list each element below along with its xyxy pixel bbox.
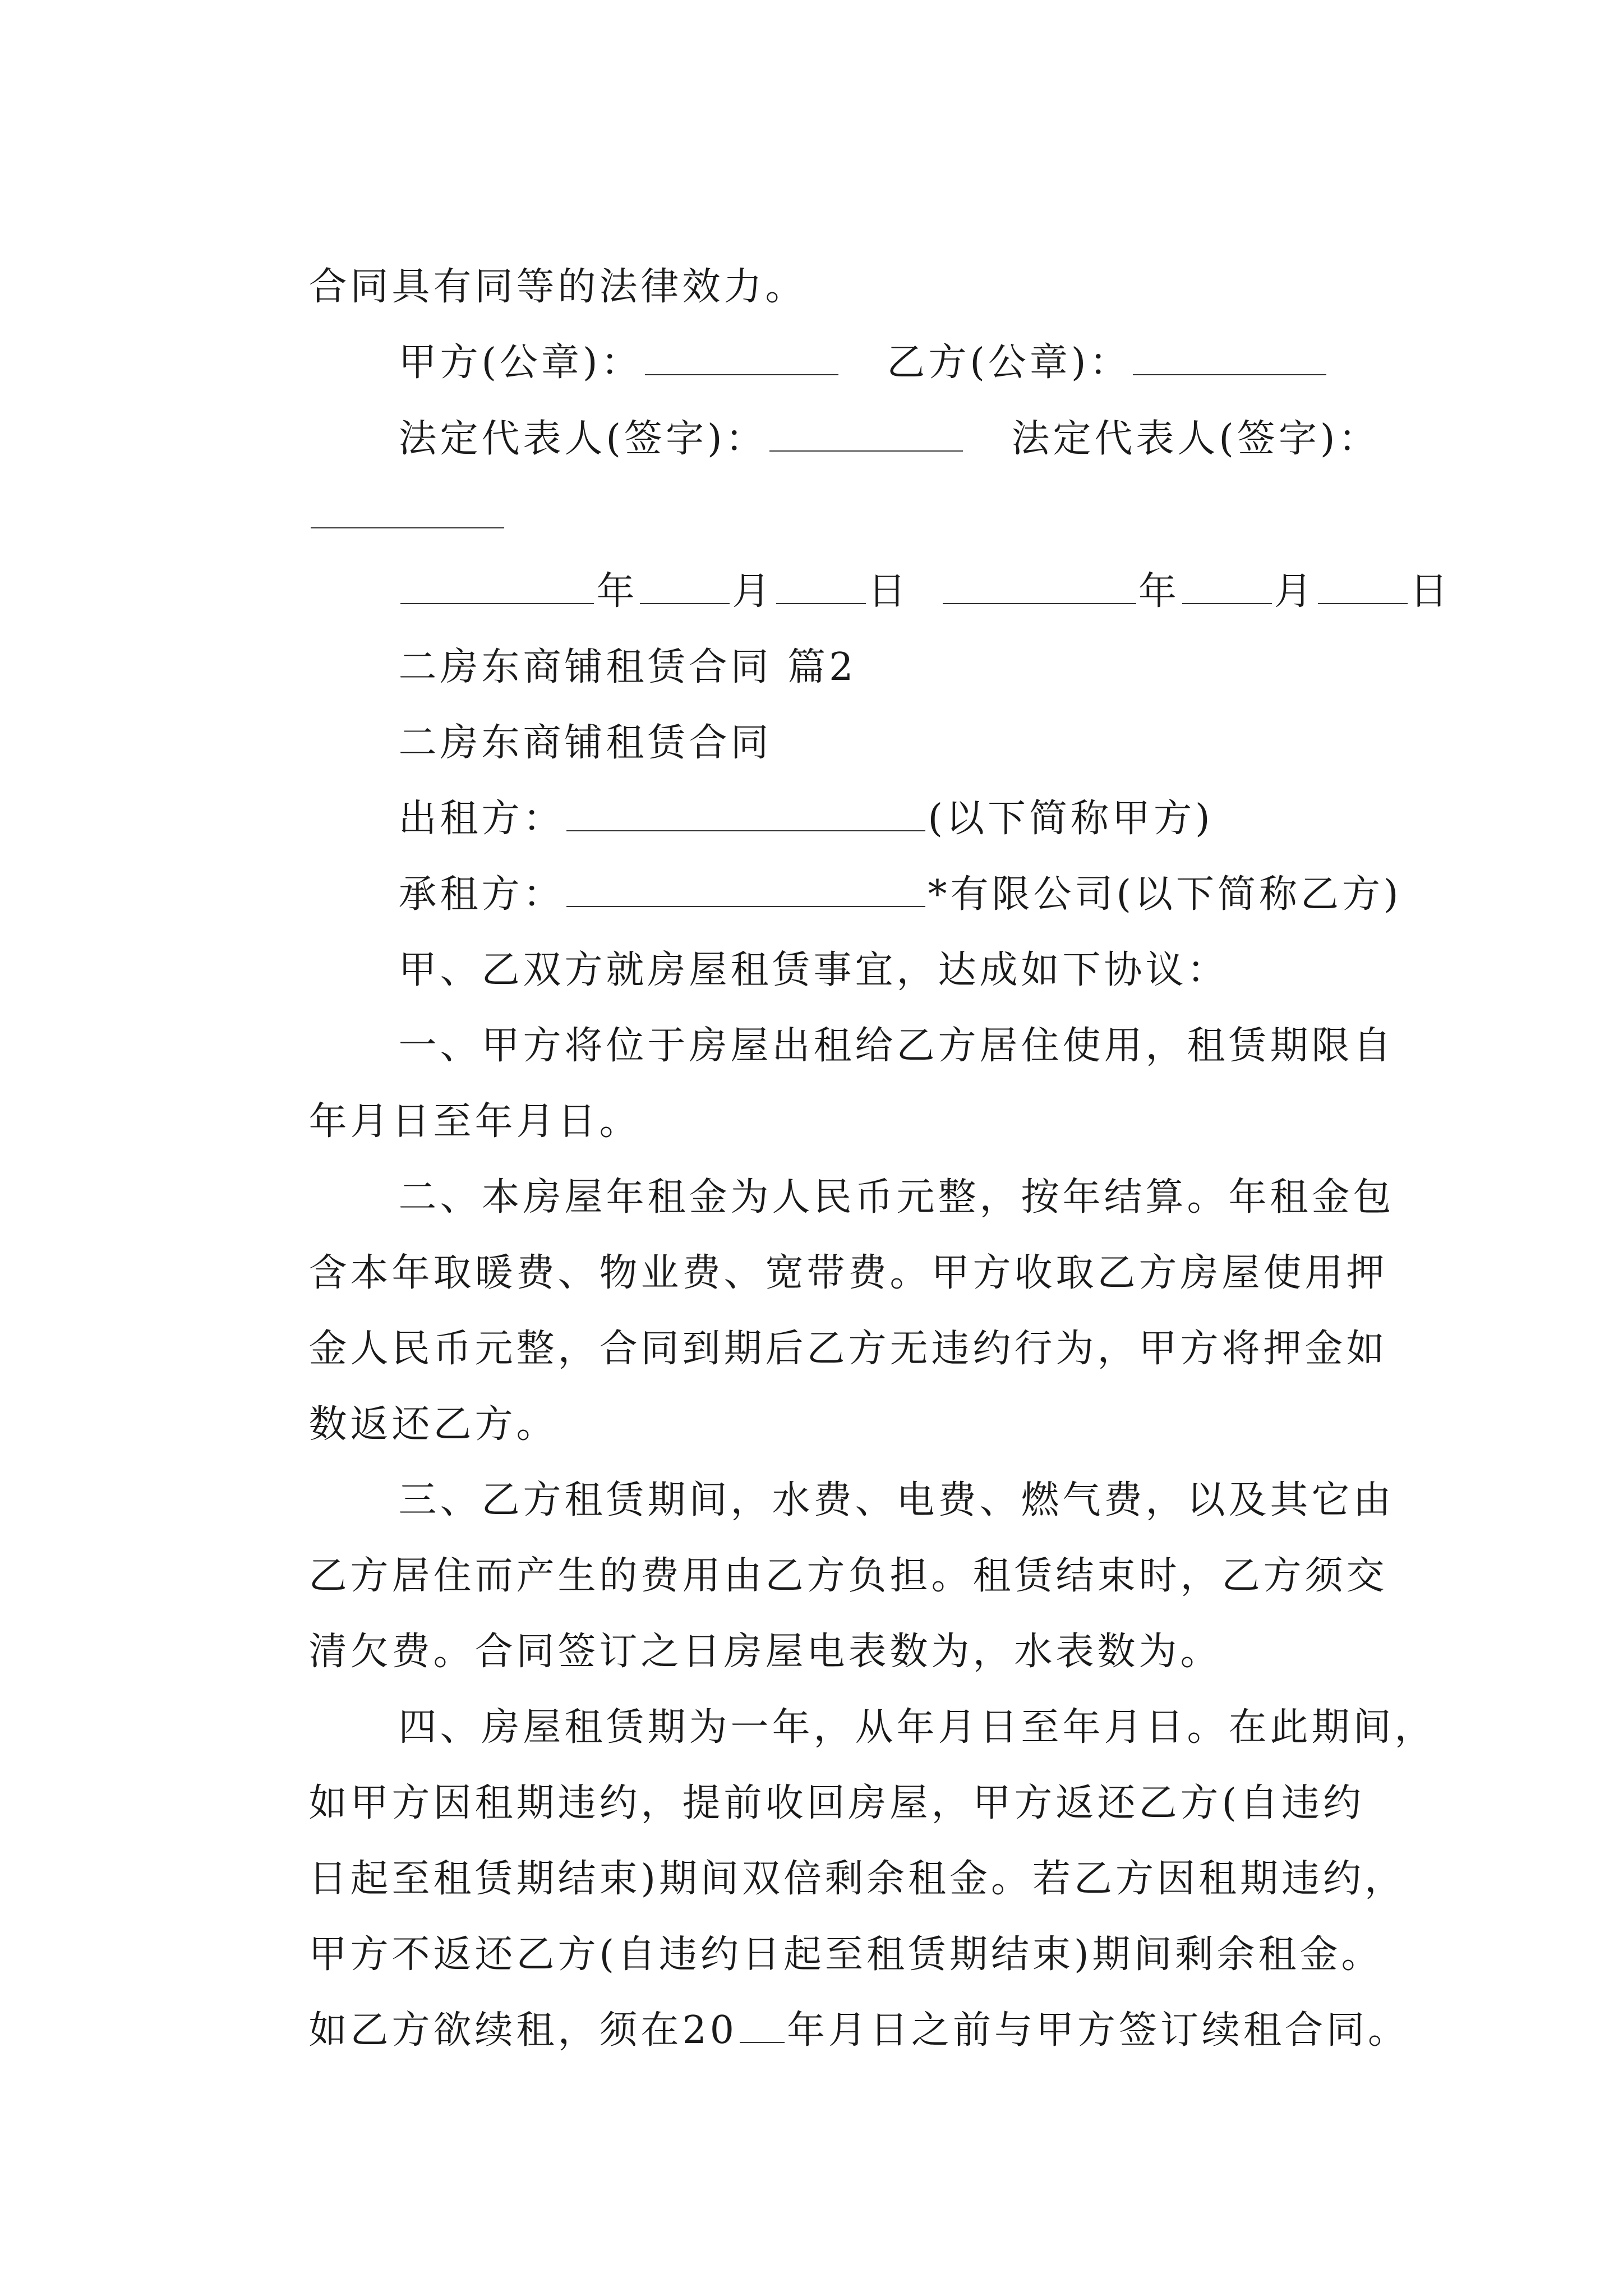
text: 二房东商铺租赁合同 篇2 [398, 645, 857, 689]
text: 清欠费。合同签订之日房屋电表数为，水表数为。 [308, 1630, 1222, 1674]
party-a-rep-label: 法定代表人(签字)： [398, 417, 767, 461]
lessor-blank [566, 798, 925, 831]
day-blank [1318, 570, 1408, 604]
month-blank [1182, 570, 1272, 604]
text: 一、甲方将位于房屋出租给乙方居住使用，租赁期限自 [398, 1024, 1395, 1068]
party-a-seal-blank [645, 342, 838, 375]
text: 金人民币元整，合同到期后乙方无违约行为，甲方将押金如 [308, 1327, 1388, 1371]
text: 日起至租赁期结束)期间双倍剩余租金。若乙方因租期违约， [308, 1857, 1406, 1901]
text: 二房东商铺租赁合同 [398, 721, 772, 765]
lessee-note: *有限公司(以下简称乙方) [928, 872, 1402, 917]
text: 甲方不返还乙方(自违约日起至租赁期结束)期间剩余租金。 [308, 1932, 1383, 1977]
day-blank [776, 570, 866, 604]
lessee-blank [566, 873, 925, 907]
lessor-label: 出租方： [398, 797, 565, 841]
year-label: 年 [1138, 569, 1180, 614]
text: 甲、乙双方就房屋租赁事宜，达成如下协议： [398, 948, 1229, 992]
text: 如甲方因租期违约，提前收回房屋，甲方返还乙方(自违约 [308, 1781, 1364, 1825]
text: 含本年取暖费、物业费、宽带费。甲方收取乙方房屋使用押 [308, 1251, 1388, 1295]
text: 四、房屋租赁期为一年，从年月日至年月日。在此期间， [398, 1705, 1436, 1750]
party-b-rep-label: 法定代表人(签字)： [1011, 417, 1380, 461]
year-suffix-blank [740, 2009, 785, 2043]
month-label: 月 [1274, 569, 1316, 614]
text: 年月日之前与甲方签订续租合同。 [787, 2008, 1410, 2053]
month-blank [640, 570, 730, 604]
day-label: 日 [1409, 569, 1451, 614]
party-b-seal-label: 乙方(公章)： [887, 341, 1131, 385]
text: 数返还乙方。 [308, 1402, 558, 1447]
text: 三、乙方租赁期间，水费、电费、燃气费，以及其它由 [398, 1478, 1395, 1522]
text: 二、本房屋年租金为人民币元整，按年结算。年租金包 [398, 1175, 1395, 1220]
year-blank [400, 570, 594, 604]
party-b-rep-blank [311, 495, 504, 528]
lessee-label: 承租方： [398, 872, 565, 917]
lessor-note: (以下简称甲方) [928, 797, 1214, 841]
party-a-rep-blank [769, 418, 963, 452]
text: 如乙方欲续租，须在20 [308, 2008, 737, 2053]
text-line [247, 1963, 1409, 2098]
text: 乙方居住而产生的费用由乙方负担。租赁结束时，乙方须交 [308, 1554, 1388, 1598]
month-label: 月 [732, 569, 774, 614]
party-a-seal-label: 甲方(公章)： [398, 341, 643, 385]
day-label: 日 [868, 569, 910, 614]
year-blank [943, 570, 1136, 604]
text: 合同具有同等的法律效力。 [308, 265, 807, 309]
year-label: 年 [596, 569, 638, 614]
party-b-seal-blank [1133, 342, 1326, 375]
text: 年月日至年月日。 [308, 1099, 641, 1144]
